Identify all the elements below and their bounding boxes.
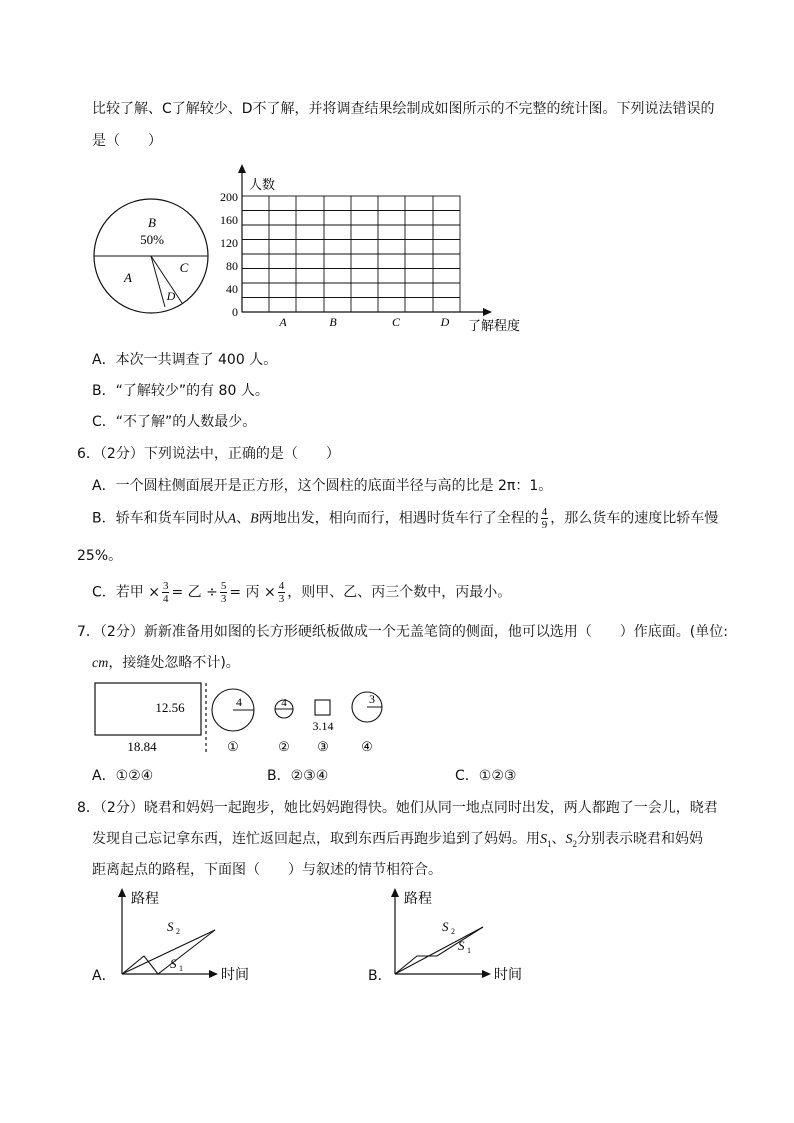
grid-y-title: 人数	[249, 178, 276, 193]
q5-option-a: A．本次一共调查了 400 人。	[92, 352, 278, 368]
q7-rect-width: 18.84	[127, 739, 157, 754]
q6-option-b-line1: B．轿车和货车同时从A、B两地出发，相向而行，相遇时货车行了全程的 $\frac{4}{9}$ ，那么货车的速度比轿车慢	[92, 506, 719, 531]
q7-option-a: A．①②④	[92, 768, 154, 784]
grid-y-tick-40: 40	[226, 282, 238, 296]
grid-y-tick-80: 80	[226, 259, 238, 273]
q6-option-a: A．一个圆柱侧面展开是正方形，这个圆柱的底面半径与高的比是 2π：1。	[92, 478, 553, 494]
q7-rect-height: 12.56	[155, 700, 185, 715]
q7-option-c: C．①②③	[455, 768, 517, 784]
q8-stem-line2: 发现自己忘记拿东西，连忙返回起点，取到东西后再跑步追到了妈妈。用$S_1$、$S_2$分别表示晓君和妈妈	[92, 831, 703, 849]
svg-text:②: ②	[278, 739, 290, 754]
svg-text:③: ③	[317, 739, 329, 754]
q5-stem-line2: 是（ ）	[92, 133, 162, 149]
pie-label-b: B	[148, 215, 156, 230]
q8-stem-line3: 距离起点的路程，下面图（ ）与叙述的情节相符合。	[92, 862, 442, 878]
svg-text:①: ①	[227, 739, 239, 754]
q7-shape3-square	[315, 700, 330, 715]
q5-option-c: C．“不了解”的人数最少。	[92, 414, 257, 430]
q7-option-b: B．②③④	[267, 768, 329, 784]
q7-figure	[92, 680, 392, 756]
q8-stem-line1: 8．（2分）晓君和妈妈一起跑步，她比妈妈跑得快。她们从同一地点同时出发，两人都跑了一会儿，晓君	[77, 800, 718, 816]
svg-text:2: 2	[451, 927, 455, 936]
svg-text:S: S	[442, 919, 449, 934]
pie-label-d: D	[166, 289, 176, 303]
svg-text:3: 3	[369, 692, 375, 706]
graph-a-x-title: 时间	[221, 967, 249, 983]
pie-label-a: A	[124, 270, 132, 285]
q8-graph-a	[112, 884, 262, 989]
q6-fraction-4-9: $\frac{4}{9}$	[541, 506, 548, 531]
svg-text:1: 1	[467, 946, 471, 955]
q6-option-b-line2: 25%。	[77, 548, 123, 564]
pie-label-c: C	[179, 260, 189, 275]
grid-y-tick-120: 120	[220, 236, 238, 250]
svg-text:S: S	[167, 919, 174, 934]
q7-stem-line2: cm，接缝处忽略不计)。	[92, 655, 240, 671]
q5-bar-grid	[220, 164, 520, 334]
grid-y-tick-0: 0	[232, 305, 238, 319]
q8-graph-b	[385, 884, 535, 989]
grid-x-tick-a: A	[279, 315, 287, 329]
q5-figure	[92, 160, 532, 340]
grid-y-tick-160: 160	[220, 213, 238, 227]
graph-b-x-title: 时间	[494, 967, 522, 983]
q6-stem: 6．（2分）下列说法中，正确的是（ ）	[77, 446, 340, 462]
grid-y-tick-200: 200	[220, 190, 238, 204]
svg-text:3.14: 3.14	[312, 719, 334, 733]
svg-text:S: S	[170, 956, 177, 971]
grid-x-tick-c: C	[391, 315, 401, 329]
pie-label-b-percent: 50%	[140, 232, 164, 247]
q5-stem-line1: 比较了解、C了解较少、D不了解，并将调查结果绘制成如图所示的不完整的统计图。下列说法错误的	[92, 101, 715, 117]
grid-x-tick-d: D	[440, 315, 450, 329]
q8-graph-b-label: B．	[368, 968, 392, 984]
graph-b-y-title: 路程	[404, 891, 432, 907]
q7-stem-line1: 7．（2分）新新准备用如图的长方形硬纸板做成一个无盖笔筒的侧面，他可以选用（ ）作底面。(单位:	[77, 624, 728, 640]
svg-text:4: 4	[281, 697, 287, 709]
svg-text:④: ④	[361, 739, 373, 754]
q7-cardboard-rect	[95, 683, 201, 735]
svg-text:4: 4	[236, 695, 242, 709]
grid-x-title: 了解程度	[468, 319, 521, 334]
svg-text:1: 1	[179, 964, 183, 973]
q8-graph-a-label: A．	[92, 968, 116, 984]
svg-text:S: S	[458, 938, 465, 953]
q5-option-b: B．“了解较少”的有 80 人。	[92, 383, 269, 399]
svg-text:2: 2	[176, 927, 180, 936]
q6-option-c: C．若甲 × $\frac{3}{4}$ = 乙 ÷ $\frac{5}{3}$ = 丙 × $\frac{4}{3}$ ，则甲、乙、丙三个数中，丙最小。	[92, 580, 512, 605]
q5-pie-chart	[94, 199, 208, 313]
graph-a-y-title: 路程	[131, 891, 159, 907]
grid-x-tick-b: B	[329, 315, 337, 329]
